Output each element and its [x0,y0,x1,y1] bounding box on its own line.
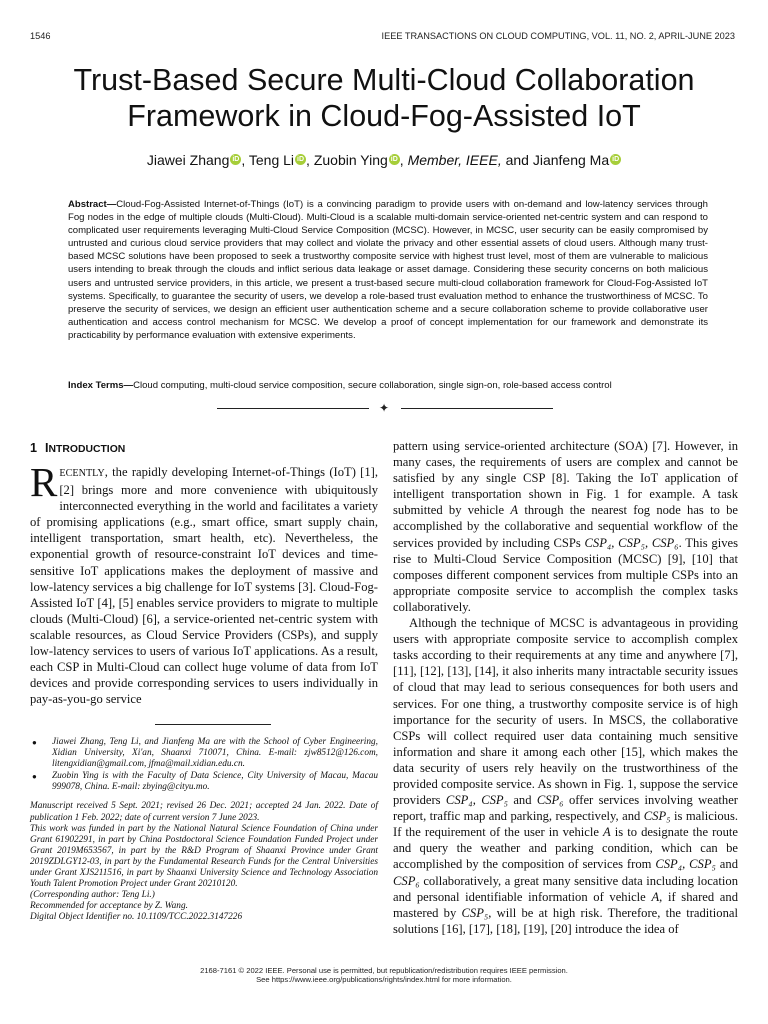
author-2: Teng Li [248,152,295,168]
corresponding-author: (Corresponding author: Teng Li.) [30,890,155,901]
text-run: . This gives rise to Multi-Cloud Service Composition (MCSC) [9], [10] that composes different component services from multiple CSPs into an appropriate composite service to accomplish the complex tasks collaboratively. [393,535,738,614]
separator-line-left [217,408,369,409]
math-csp-5: CSP₅ [643,809,671,824]
orcid-icon[interactable]: iD [232,156,240,163]
intro-text-left: , the rapidly developing Internet-of-Things (IoT) [1], [2] brings more and more convenience with ubiquitously interconnected everything in the world and facilitates a variety of promising applications (e.g., smart office, smart supply chain, intelligent transportation, smart health, etc). Nevertheless, the exponential growth of resource-constraint IoT devices and time-sensitive IoT applications makes the deployment of massive and low-latency services a big challenge for IoT systems [3]. Cloud-Fog-Assisted IoT [4], [5] enables service providers to migrate to multiple clouds (Multi-Cloud) [6], a service-oriented net-centric system with scalable resources, as Cloud Service Providers (CSPs), and supply low-latency services to users of various IoT applications. As a result, each CSP in Multi-Cloud can collect huge volume of data from IoT devices and provide corresponding services to users individually in pay-as-you-go service [30,465,378,707]
author-membership: Member, IEEE, [407,152,502,168]
text-run: through the nearest fog node has to be accomplished by the collaborative and sequential workflow of the services provided by including CSPs [393,503,738,550]
affiliation-footnote [30,737,378,770]
text-run: offer services involving weather report, traffic map and parking, respectively, and [393,793,738,824]
orcid-icon[interactable]: iD [390,156,398,163]
text-run: and [715,857,738,872]
math-vehicle-a: A [510,503,519,518]
section-heading [30,438,378,460]
drop-cap-rest: ECENTLY [59,468,105,479]
intro-paragraph-1 [30,459,378,707]
math-csp-list: CSP₄, CSP₅, CSP₆ [584,535,679,550]
intro-paragraph-2 [393,615,738,937]
drop-cap: R [30,459,58,505]
funding-info: This work was funded in part by the National Natural Science Foundation of China under Grant 61902291, in part by China Postdoctoral Science Foundation Funded Project under Grant 2019M653567, in part by the R&D Program of Shaanxi Province under Grant 2019ZDLGY12-03, in part by the Fundamental Research Funds for the Central Universities under Grant XJS211516, in part by Shaanxi University Science and Technology Association Youth Talent Promotion Project under Grant 20210120. [30,823,378,890]
math-csp-4-5: CSP₄, CSP₅ [445,793,508,808]
math-csp-5: CSP₅ [461,905,489,920]
math-vehicle-a: A [651,889,660,904]
text-run: collaboratively, a great many sensitive data including location and personal identifiable information of vehicle [393,873,738,904]
abstract-text: Cloud-Fog-Assisted Internet-of-Things (IoT) is a convincing paradigm to provide users with on-demand and low-latency services through Fog nodes in the edge of multiple clouds (Multi-Cloud). Multi-Cloud is a scalable multi-domain service-oriented net-centric system and can respond to complicated user requirements leveraging Multi-Cloud Service Composition (MCSC). However, in MCSC, user security can be easily compromised by untrusted and curious cloud service providers that may collect and violate the privacy and other essential assets of cloud users. Although many trust-based MCSC solutions have been proposed to seek a trustworthy composite service with highest trust level, most of them are vulnerable to malicious users intending to break through the clouds and inflict serious data leakage or asset damage. Considering these security concerns on both malicious users and untrusted service providers, in this article, we present a trust-based secure multi-cloud collaboration framework for Cloud-Fog-Assisted IoT systems. Specifically, to guarantee the security of users, we develop a role-based trust evaluation method to enhance the trustworthiness of MCSC. To preserve the security of services, we design an efficient user authentication scheme and a secure collaboration scheme to provide collaborative user authentication and access control mechanism for MCSC. We develop a proof of concept implementation for our framework and demonstrate its practicability by performance evaluation with extensive experiments. [68,199,708,341]
journal-header: IEEE TRANSACTIONS ON CLOUD COMPUTING, VOL. 11, NO. 2, APRIL-JUNE 2023 [381,31,735,41]
page-number: 1546 [30,31,51,41]
math-csp-6: CSP₆ [393,873,420,888]
title-line-2: Framework in Cloud-Fog-Assisted IoT [127,99,641,133]
author-3: Zuobin Ying [313,152,388,168]
footnote-rule [155,724,271,725]
index-terms-text: Cloud computing, multi-cloud service composition, secure collaboration, single sign-on, role-based access control [133,380,612,391]
section-title-rest: NTRODUCTION [48,444,126,455]
affiliation-text-1: Jiawei Zhang, Teng Li, and Jianfeng Ma are with the School of Cyber Engineering, Xidian University, Xi'an, Shaanxi 710071, China. E-mail: zjw8512@126.com, litengxidian@gmail.com, jfma@mail.xidian.edu.cn. [52,737,378,770]
copyright-line-1: 2168-7161 © 2022 IEEE. Personal use is permitted, but republication/redistribution requires IEEE permission. [200,966,568,975]
affiliation-footnote [30,771,378,793]
paper-title [0,62,768,134]
intro-paragraph-1-cont [393,438,738,615]
bullet-icon: ● [32,772,37,782]
copyright-line-2[interactable]: See https://www.ieee.org/publications/rights/index.html for more information. [256,975,512,984]
index-terms: Index Terms—Cloud computing, multi-cloud service composition, secure collaboration, single sign-on, role-based access control [68,380,612,391]
affiliation-text-2: Zuobin Ying is with the Faculty of Data Science, City University of Macau, Macau 999078, China. E-mail: zbying@cityu.mo. [52,771,378,793]
author-1: Jiawei Zhang [146,152,230,168]
orcid-icon[interactable]: iD [297,156,305,163]
math-csp-6: CSP₆ [536,793,564,808]
separator-diamond-icon: ✦ [379,401,390,415]
math-csp-list-2: CSP₄, CSP₅ [655,857,716,872]
recommended-by: Recommended for acceptance by Z. Wang. [30,901,188,912]
index-terms-label: Index Terms [68,380,124,391]
doi: Digital Object Identifier no. 10.1109/TCC.2022.3147226 [30,912,243,923]
text-run: is to designate the route and query the weather and parking condition, which can be accomplished by the composition of services from [393,825,738,872]
section-title-first: I [45,441,49,455]
title-line-1: Trust-Based Secure Multi-Cloud Collaboration [73,63,695,97]
text-run: , if shared and mastered by [393,889,738,920]
text-run: pattern using service-oriented architecture (SOA) [7]. However, in many cases, the requirements of users are complex and cannot be satisfied by any single CSP [8]. Taking the IoT application of intelligent transportation shown in Fig. 1 for example. A task submitted by vehicle [393,439,738,518]
text-run: Although the technique of MCSC is advantageous in providing users with appropriate composite service to accomplish complex tasks according to their requirements at any time and anywhere [7], [11], [12], [13], [14], it also inherits many intractable security issues of cloud that may lead to serious consequences for both users and services. For one thing, a trustworthy composite service is of high importance for the security of users. In MSCS, the collaborative CSPs will collect required user data containing much sensitive information and share it among each other [15], which makes the data security of users rely heavily on the trustworthiness of the provided composite service. As shown in Fig. 1, suppose the service providers [393,616,738,808]
text-run: , will be at high risk. Therefore, the traditional solutions [16], [17], [18], [19], [20] introduce the idea of [393,905,738,936]
abstract-label: Abstract [68,199,107,210]
orcid-icon[interactable]: iD [612,156,620,163]
received-dates: Manuscript received 5 Sept. 2021; revised 26 Dec. 2021; accepted 24 Jan. 2022. Date of publication 1 Feb. 2022; date of current version 7 June 2023. [30,801,378,823]
author-list: Jiawei Zhang iD , Teng Li iD , Zuobin Ying iD , Member, IEEE, and Jianfeng Ma iD [146,152,620,168]
footnotes [30,737,378,924]
text-run: is malicious. If the requirement of the user in vehicle [393,809,738,840]
abstract: Abstract—Cloud-Fog-Assisted Internet-of-Things (IoT) is a convincing paradigm to provide users with on-demand and low-latency services through Fog nodes in the edge of multiple clouds (Multi-Cloud). Multi-Cloud is a scalable multi-domain service-oriented net-centric system and can respond to complicated user requirements leveraging Multi-Cloud Service Composition (MCSC). However, in MCSC, user security can be easily compromised by untrusted and curious cloud service providers that may collect and violate the privacy and other essential assets of cloud users. Although many trust-based MCSC solutions have been proposed to seek a trustworthy composite service with highest trust level, most of them are vulnerable to malicious users intending to break through the clouds and inflict serious data leakage or asset damage. Considering these security concerns on both malicious users and untrusted service providers, in this article, we present a trust-based secure multi-cloud collaboration framework for Cloud-Fog-Assisted IoT systems. Specifically, to guarantee the security of users, we develop a role-based trust evaluation method to enhance the trustworthiness of MCSC. To preserve the security of services, we design an efficient user authentication scheme and a secure collaboration scheme to provide collaborative user authentication and access control mechanism for MCSC. We develop a proof of concept implementation for our framework and demonstrate its practicability by performance evaluation with extensive experiments. [68,199,708,341]
copyright-notice [0,966,768,984]
bullet-icon: ● [32,738,37,747]
separator-line-right [401,408,553,409]
right-column [393,438,738,937]
text-run: and [507,793,537,808]
section-number: 1 [30,441,38,455]
manuscript-info [30,801,378,923]
math-vehicle-a: A [603,825,611,840]
section-separator [217,401,553,415]
left-column [30,438,378,707]
author-4: and Jianfeng Ma [505,152,610,168]
